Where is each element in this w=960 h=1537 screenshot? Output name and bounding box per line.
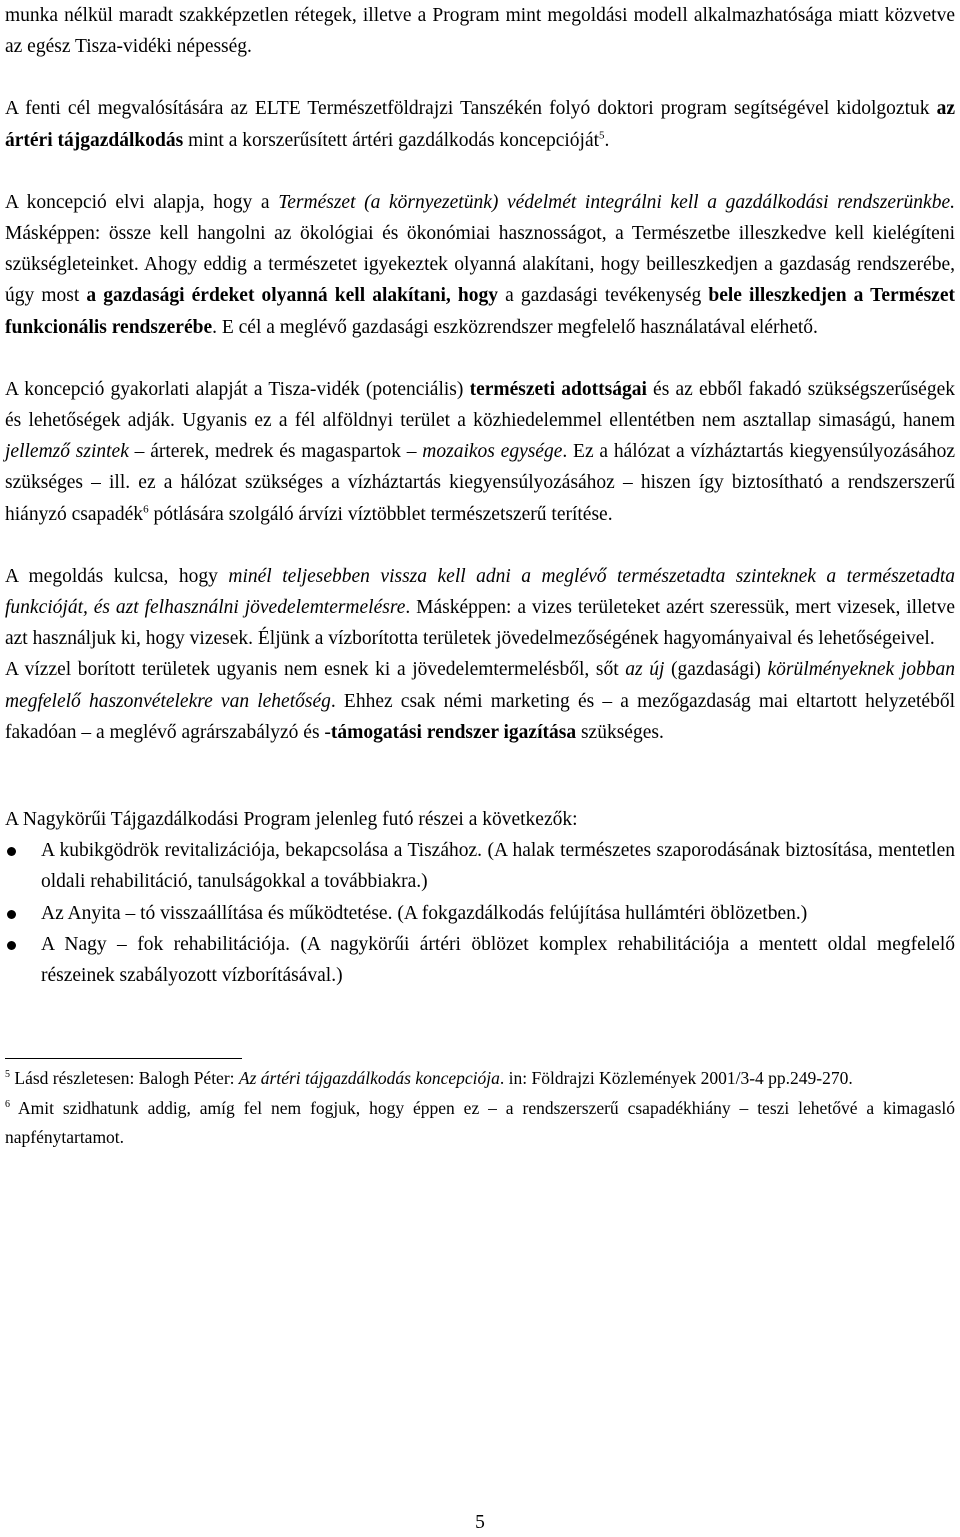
paragraph-practical-basis: A koncepció gyakorlati alapját a Tisza-vidék (potenciális) természeti adottságai és az ebből fakadó szükségszerűségek és lehetőségek adják. Ugyanis ez a fél alföldnyi terület a közhiedelemmel ellentétben nem asztallap simaságú, hanem jellemző szintek – árterek, medrek és magaspartok – mozaikos egysége. Ez a hálózat a vízháztartás kiegyensúlyozásához szükséges – ill. ez a hálózat szükséges a vízháztartás kiegyensúlyozásához – hiszen így biztosítható a rendszerszerű hiányzó csapadék$^6$ pótlására szolgáló árvízi víztöbblet természetszerű terítése.: [5, 378, 956, 525]
list-item: Az Anyita – tó visszaállítása és működtetése. (A fokgazdálkodás felújítása hullámtéri öblözetben.): [5, 898, 955, 929]
paragraph-solution-key: A megoldás kulcsa, hogy minél teljesebben vissza kell adni a meglévő természetadta szinteknek a természetadta funkcióját, és azt felhasználni jövedelemtermelésre. Másképpen: a vizes területeket azért szeressük, mert vizesek, illetve azt használjuk ki, hogy vizesek. Éljünk a vízborította területek jövedelmezőségének hagyományaival és lehetőségeivel.: [5, 565, 955, 650]
paragraph-goal: A fenti cél megvalósítására az ELTE Természetföldrajzi Tanszékén folyó doktori program segítségével kidolgoztuk az ártéri tájgazdálkodás mint a korszerűsített ártéri gazdálkodás koncepcióját$^5$.: [5, 98, 955, 151]
list-item: A Nagy – fok rehabilitációja. (A nagykörűi ártéri öblözet komplex rehabilitációja a mentett oldal megfelelő részeinek szabályozott vízborításával.): [5, 929, 955, 991]
program-parts-list: [5, 835, 955, 991]
paragraph-program-parts-intro: A Nagykörűi Tájgazdálkodási Program jelenleg futó részei a következők:: [5, 809, 578, 831]
page-number: 5: [475, 1512, 485, 1533]
footnote-ref-6: 6: [143, 503, 149, 516]
footnote-5: $^5$ Lásd részletesen: Balogh Péter: Az ártéri tájgazdálkodás koncepciója. in: Földrajzi Közlemények 2001/3-4 pp.249-270.: [5, 1068, 853, 1089]
bullet-icon: [7, 941, 16, 950]
footnote-ref-5: 5: [599, 129, 605, 142]
document-page: [5, 0, 955, 1153]
footnote-divider: [5, 1058, 242, 1059]
bullet-icon: [7, 910, 16, 919]
list-item: A kubikgödrök revitalizációja, bekapcsolása a Tiszához. (A halak természetes szaporodásának biztosítása, mentetlen oldali rehabilitáció, tanulságokkal a továbbiakra.): [5, 835, 955, 897]
paragraph-flooded-areas: A vízzel borított területek ugyanis nem esnek ki a jövedelemtermelésből, sőt az új (gazdasági) körülményeknek jobban megfelelő haszonvételekre van lehetőség. Ehhez csak némi marketing és – a mezőgazdaság mai eltartott helyzetéből fakadóan – a meglévő agrárszabályzó és -támogatási rendszer igazítása szükséges.: [5, 659, 955, 743]
bold-term-arteri-tajgazdalkodas: az ártéri tájgazdálkodás: [5, 98, 955, 151]
bullet-icon: [7, 847, 16, 856]
paragraph-intro-continuation: munka nélkül maradt szakképzetlen rétegek, illetve a Program mint megoldási modell alkalmazhatósága miatt közvetve az egész Tisza-vidéki népesség.: [5, 5, 955, 58]
footnote-6: $^6$ Amit szidhatunk addig, amíg fel nem fogjuk, hogy éppen ez – a rendszerszerű csapadékhiány – teszi lehetővé a kimagasló napfénytartamot.: [5, 1097, 955, 1148]
paragraph-concept-principle: A koncepció elvi alapja, hogy a Természet (a környezetünk) védelmét integrálni kell a gazdálkodási rendszerünkbe. Másképpen: össze kell hangolni az ökológiai és ökonómiai hasznosságot, a Természetbe illeszkedve kell kielégíteni szükségleteinket. Ahogy eddig a természetet igyekeztek olyanná alakítani, hogy beilleszkedjen a gazdaság rendszerébe, úgy most a gazdasági érdeket olyanná kell alakítani, hogy a gazdasági tevékenység bele illeszkedjen a Természet funkcionális rendszerébe. E cél a meglévő gazdasági eszközrendszer megfelelő használatával elérhető.: [5, 191, 955, 338]
